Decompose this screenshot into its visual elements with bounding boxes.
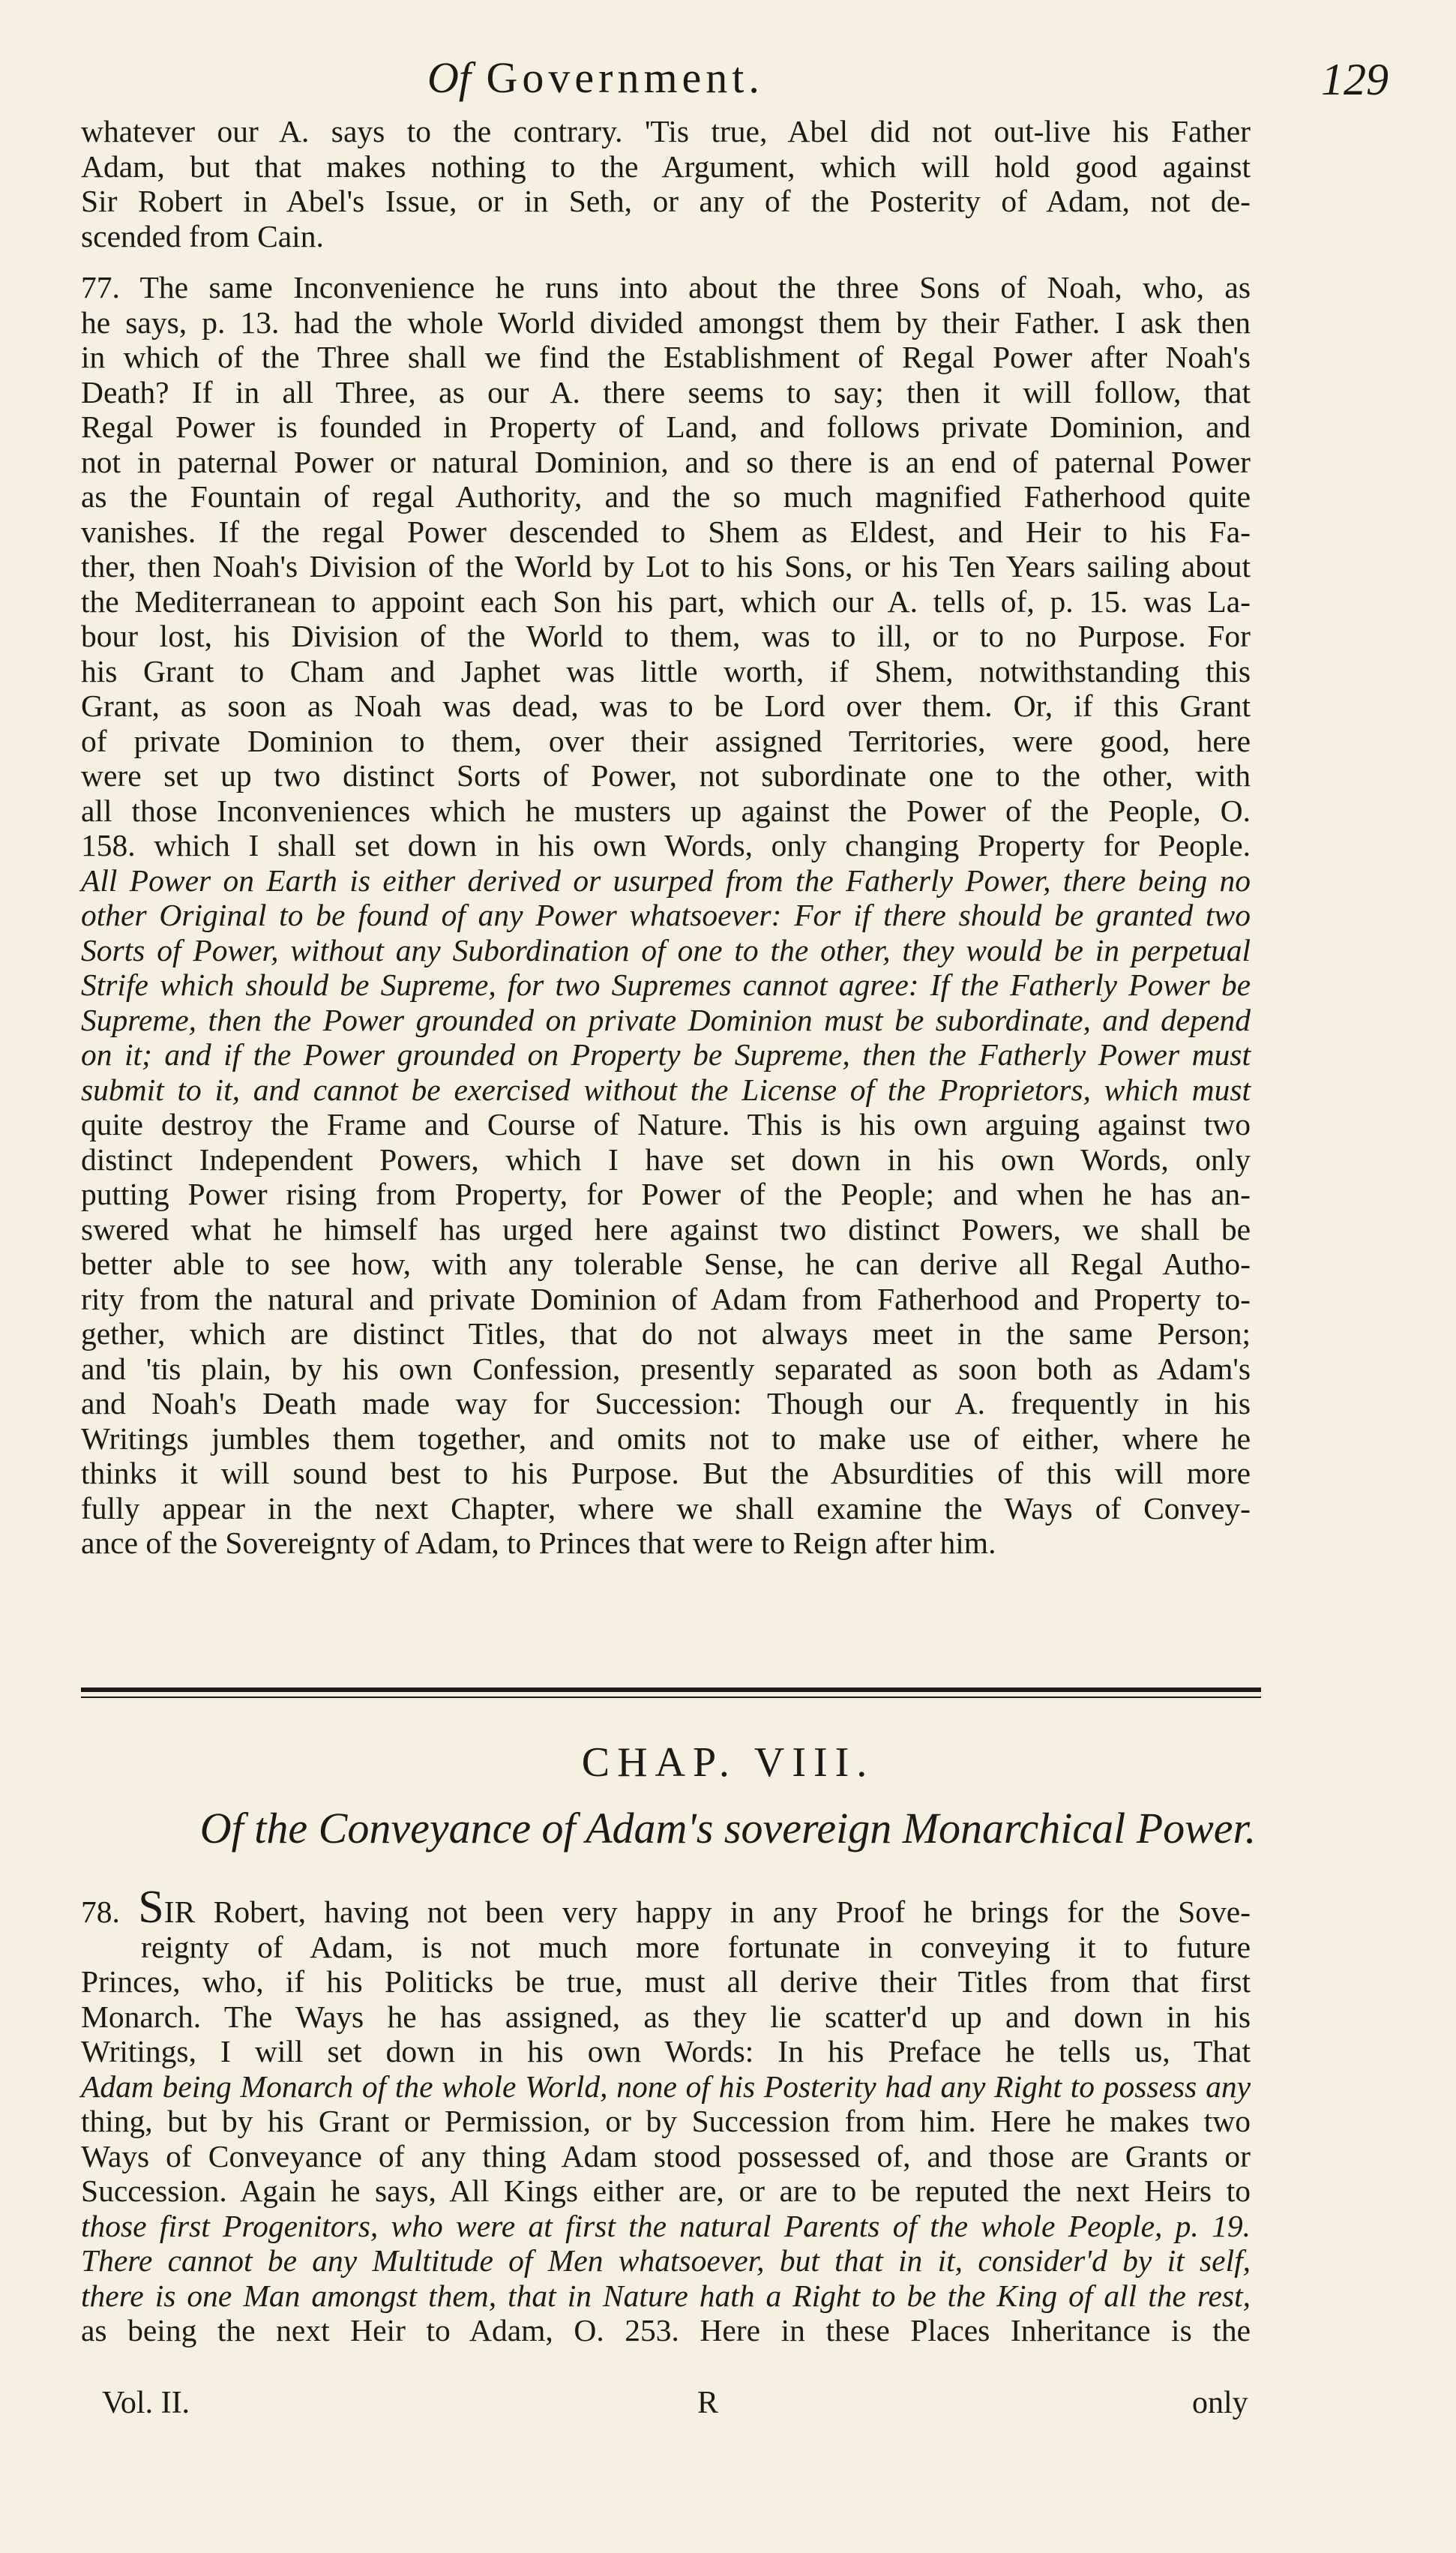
text-line: Adam being Monarch of the whole World, none of his Posterity had any Right to possess any bbox=[81, 2068, 1251, 2104]
text-line: and 'tis plain, by his own Confession, presently separated as soon both as Adam's bbox=[81, 1351, 1251, 1386]
page-number: 129 bbox=[1321, 55, 1389, 104]
text-line: not in paternal Power or natural Dominion, and so there is an end of paternal Power bbox=[81, 444, 1251, 479]
text-line: the Mediterranean to appoint each Son his part, which our A. tells of, p. 15. was La- bbox=[81, 584, 1251, 619]
text-line: thinks it will sound best to his Purpose. But the Absurdities of this will more bbox=[81, 1456, 1251, 1490]
text-line: his Grant to Cham and Japhet was little worth, if Shem, notwithstanding this bbox=[81, 653, 1251, 688]
paragraph-number: 78. bbox=[81, 1894, 120, 1929]
text-line: ance of the Sovereignty of Adam, to Princes that were to Reign after him. bbox=[81, 1526, 996, 1560]
text-line: quite destroy the Frame and Course of Nature. This is his own arguing against two bbox=[81, 1107, 1251, 1142]
chapter-title: CHAP. VIII. bbox=[581, 1739, 875, 1786]
text-line: scended from Cain. bbox=[81, 218, 324, 254]
text-line: 78. SIR Robert, having not been very happy in any Proof he brings for the Sove- bbox=[81, 1882, 1251, 1933]
text-line: submit to it, and cannot be exercised without the License of the Proprietors, which must bbox=[81, 1072, 1251, 1107]
text-line: Princes, who, if his Politicks be true, must all derive their Titles from that first bbox=[81, 1964, 1251, 1999]
paragraph-continuation bbox=[81, 114, 1251, 254]
text-line: Writings jumbles them together, and omits not to make use of either, where he bbox=[81, 1420, 1251, 1456]
text-line: bour lost, his Division of the World to them, was to ill, or to no Purpose. For bbox=[81, 619, 1251, 653]
text-line: as the Fountain of regal Authority, and the so much magnified Fatherhood quite bbox=[81, 479, 1251, 514]
text-line: other Original to be found of any Power whatsoever: For if there should be granted two bbox=[81, 898, 1251, 932]
text-line: were set up two distinct Sorts of Power, not subordinate one to the other, with bbox=[81, 758, 1251, 793]
chapter-subtitle: Of the Conveyance of Adam's sovereign Monarchical Power. bbox=[199, 1804, 1257, 1852]
text-line: rity from the natural and private Dominion of Adam from Fatherhood and Property to- bbox=[81, 1281, 1251, 1316]
text-line: There cannot be any Multitude of Men whatsoever, but that in it, consider'd by it self, bbox=[81, 2243, 1251, 2278]
text-line: All Power on Earth is either derived or usurped from the Fatherly Power, there being no bbox=[81, 862, 1251, 898]
text-line: Ways of Conveyance of any thing Adam stood possessed of, and those are Grants or bbox=[81, 2138, 1251, 2174]
text-line: Supreme, then the Power grounded on private Dominion must be subordinate, and depend bbox=[81, 1002, 1251, 1037]
page-header bbox=[0, 52, 1456, 112]
text-line: thing, but by his Grant or Permission, or by Succession from him. Here he makes two bbox=[81, 2104, 1251, 2138]
text-line: reignty of Adam, is not much more fortunate in conveying it to future bbox=[141, 1929, 1251, 1964]
section-rule bbox=[81, 1688, 1261, 1692]
paragraph-78 bbox=[81, 1882, 1251, 2348]
text-line: Death? If in all Three, as our A. there seems to say; then it will follow, that bbox=[81, 374, 1251, 410]
text-line: he says, p. 13. had the whole World divided amongst them by their Father. I ask then bbox=[81, 304, 1251, 340]
text-line: Strife which should be Supreme, for two Supremes cannot agree: If the Fatherly Power be bbox=[81, 968, 1251, 1002]
text-line: Regal Power is founded in Property of Land, and follows private Dominion, and bbox=[81, 410, 1251, 444]
text-line: ther, then Noah's Division of the World by Lot to his Sons, or his Ten Years sailing about bbox=[81, 549, 1251, 584]
signature-mark: R bbox=[697, 2386, 719, 2420]
drop-cap: S bbox=[138, 1882, 164, 1933]
page-footer bbox=[0, 2385, 1456, 2430]
text-line: vanishes. If the regal Power descended to Shem as Eldest, and Heir to his Fa- bbox=[81, 514, 1251, 549]
running-title: Of Government. bbox=[427, 53, 764, 102]
text-line: 158. which I shall set down in his own Words, only changing Property for People. bbox=[81, 828, 1251, 862]
text-line: distinct Independent Powers, which I have set down in his own Words, only bbox=[81, 1142, 1251, 1177]
text-line: in which of the Three shall we find the Establishment of Regal Power after Noah's bbox=[81, 340, 1251, 374]
text-line: there is one Man amongst them, that in Nature hath a Right to be the King of all the rest, bbox=[81, 2278, 1251, 2313]
text-line: Grant, as soon as Noah was dead, was to be Lord over them. Or, if this Grant bbox=[81, 688, 1251, 723]
catchword: only bbox=[1192, 2386, 1248, 2420]
text-line: better able to see how, with any tolerable Sense, he can derive all Regal Autho- bbox=[81, 1246, 1251, 1281]
text-line: as being the next Heir to Adam, O. 253. Here in these Places Inheritance is the bbox=[81, 2313, 1251, 2348]
text-line: Succession. Again he says, All Kings either are, or are to be reputed the next Heirs to bbox=[81, 2174, 1251, 2208]
text-line: Adam, but that makes nothing to the Argument, which will hold good against bbox=[81, 148, 1251, 184]
section-rule-thin bbox=[81, 1696, 1261, 1698]
text-line: Writings, I will set down in his own Words: In his Preface he tells us, That bbox=[81, 2034, 1251, 2068]
text-line: putting Power rising from Property, for Power of the People; and when he has an- bbox=[81, 1177, 1251, 1211]
text-line: on it; and if the Power grounded on Property be Supreme, then the Fatherly Power must bbox=[81, 1037, 1251, 1072]
text-line: all those Inconveniences which he musters up against the Power of the People, O. bbox=[81, 793, 1251, 828]
text-line: Sorts of Power, without any Subordination of one to the other, they would be in perpetual bbox=[81, 932, 1251, 968]
text-line: gether, which are distinct Titles, that do not always meet in the same Person; bbox=[81, 1316, 1251, 1351]
volume-marker: Vol. II. bbox=[102, 2386, 190, 2420]
text-line: Monarch. The Ways he has assigned, as they lie scatter'd up and down in his bbox=[81, 1999, 1251, 2034]
text-line: of private Dominion to them, over their assigned Territories, were good, here bbox=[81, 723, 1251, 758]
text-line: swered what he himself has urged here against two distinct Powers, we shall be bbox=[81, 1211, 1251, 1246]
text-line: whatever our A. says to the contrary. 'Tis true, Abel did not out-live his Father bbox=[81, 114, 1251, 148]
text-line: fully appear in the next Chapter, where we shall examine the Ways of Convey- bbox=[81, 1490, 1251, 1526]
paragraph-77 bbox=[81, 270, 1251, 1561]
text-line: and Noah's Death made way for Succession: Though our A. frequently in his bbox=[81, 1386, 1251, 1420]
text-line: 77. The same Inconvenience he runs into about the three Sons of Noah, who, as bbox=[81, 270, 1251, 304]
text-line: Sir Robert in Abel's Issue, or in Seth, or any of the Posterity of Adam, not de- bbox=[81, 184, 1251, 218]
text-line: those first Progenitors, who were at first the natural Parents of the whole People, p. 19. bbox=[81, 2208, 1251, 2243]
